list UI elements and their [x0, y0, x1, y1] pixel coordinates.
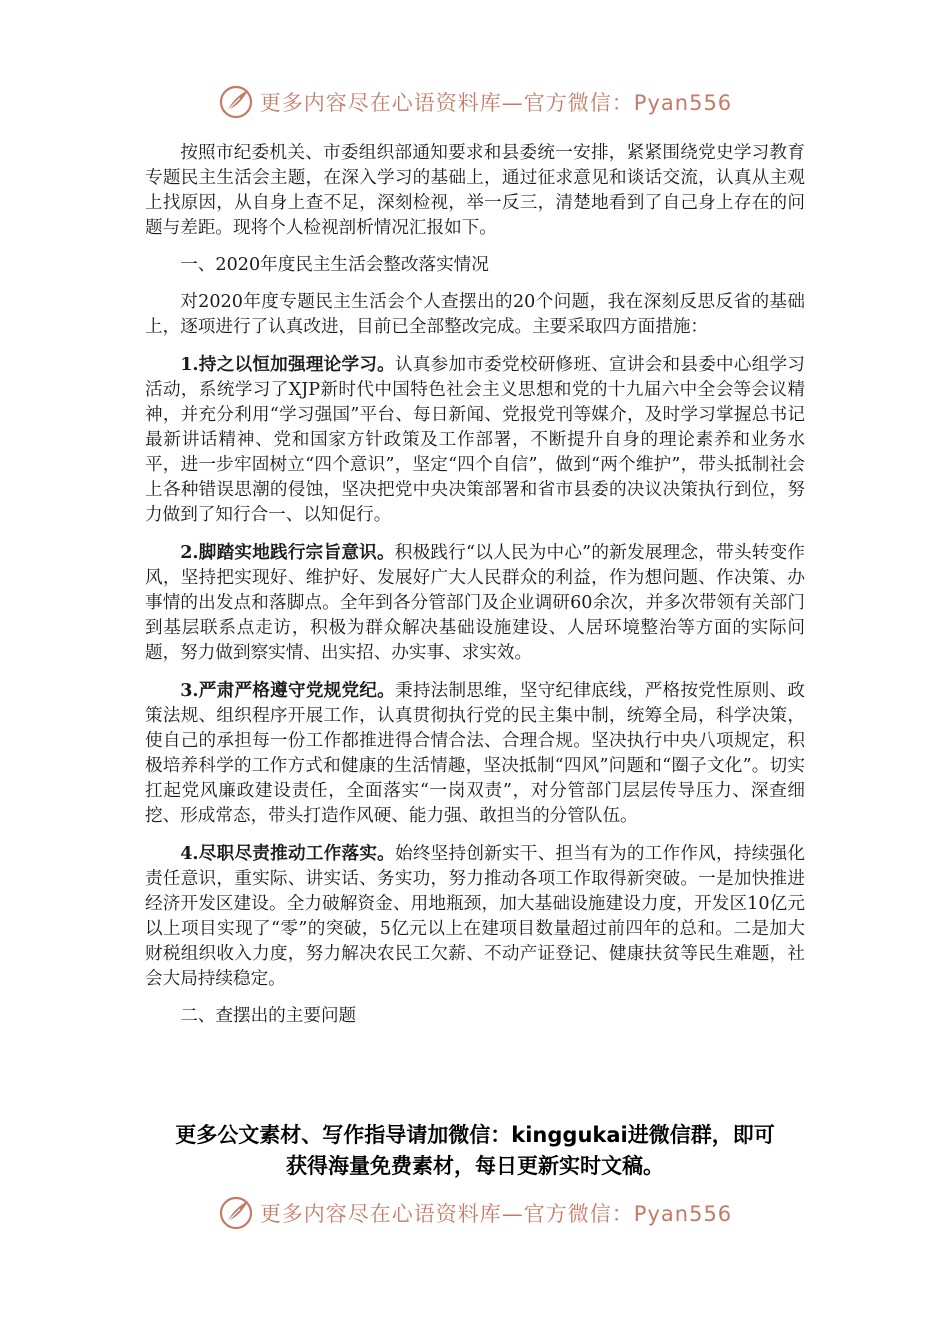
section2-heading: 二、查摆出的主要问题 — [180, 1006, 357, 1026]
document-body — [145, 141, 805, 1029]
section1-intro: 对2020年度专题民主生活会个人查摆出的20个问题，我在深刻反思反省的基础上，逐项进行了认真改进，目前已全部整改完成。主要采取四方面措施： — [145, 292, 805, 337]
measure-item-4 — [145, 841, 805, 992]
promo-text — [0, 1120, 950, 1182]
banner-text: 更多内容尽在心语资料库—官方微信：Pyan556 — [259, 91, 733, 115]
measure-item-4-lead: 4.尽职尽责推动工作落实。 — [180, 843, 395, 864]
measure-item-3-lead: 3.严肃严格遵守党规党纪。 — [180, 680, 395, 701]
measure-item-2-text: 积极践行“以人民为中心”的新发展理念，带头转变作风，坚持把实现好、维护好、发展好广大人民群众的利益，作为想问题、作决策、办事情的出发点和落脚点。全年到各分管部门及企业调研60余次，并多次带领有关部门到基层联系点走访，积极为群众解决基础设施建设、人居环境整治等方面的实际问题，努力做到察实情、出实招、办实事、求实效。 — [145, 543, 805, 663]
measure-item-1-lead: 1.持之以恒加强理论学习。 — [180, 354, 395, 375]
promo-line-1: 更多公文素材、写作指导请加微信：kinggukai进微信群，即可 — [175, 1123, 775, 1147]
measure-item-2 — [145, 540, 805, 666]
intro-paragraph: 按照市纪委机关、市委组织部通知要求和县委统一安排，紧紧围绕党史学习教育专题民主生活会主题，在深入学习的基础上，通过征求意见和谈话交流，认真从主观上找原因，从自身上查不足，深刻检视，举一反三，清楚地看到了自己身上存在的问题与差距。现将个人检视剖析情况汇报如下。 — [145, 143, 805, 238]
quill-pen-logo-icon — [218, 1195, 254, 1231]
banner-text: 更多内容尽在心语资料库—官方微信：Pyan556 — [259, 1202, 733, 1226]
quill-pen-logo-icon — [218, 84, 254, 120]
measure-item-3 — [145, 678, 805, 829]
promo-line-2: 获得海量免费素材，每日更新实时文稿。 — [286, 1154, 664, 1178]
measure-item-4-text: 始终坚持创新实干、担当有为的工作作风，持续强化责任意识，重实际、讲实话、务实功，努力推动各项工作取得新突破。一是加快推进经济开发区建设。全力破解资金、用地瓶颈，加大基础设施建设力度，开发区10亿元以上项目实现了“零”的突破，5亿元以上在建项目数量超过前四年的总和。二是加大财税组织收入力度，努力解决农民工欠薪、不动产证登记、健康扶贫等民生难题，社会大局持续稳定。 — [145, 844, 805, 989]
header-banner — [0, 82, 950, 122]
measure-item-2-lead: 2.脚踏实地践行宗旨意识。 — [180, 542, 395, 563]
footer-banner — [0, 1193, 950, 1233]
measure-item-1 — [145, 352, 805, 528]
measure-item-3-text: 秉持法制思维，坚守纪律底线，严格按党性原则、政策法规、组织程序开展工作，认真贯彻执行党的民主集中制，统筹全局，科学决策，使自己的承担每一份工作都推进得合情合法、合理合规。坚决执行中央八项规定，积极培养科学的工作方式和健康的生活情趣，坚决抵制“四风”问题和“圈子文化”。切实扛起党风廉政建设责任，全面落实“一岗双责”，对分管部门层层传导压力、深查细挖、形成常态，带头打造作风硬、能力强、敢担当的分管队伍。 — [145, 681, 805, 826]
measure-item-1-text: 认真参加市委党校研修班、宣讲会和县委中心组学习活动，系统学习了XJP新时代中国特色社会主义思想和党的十九届六中全会等会议精神，并充分利用“学习强国”平台、每日新闻、党报党刊等媒介，及时学习掌握总书记最新讲话精神、党和国家方针政策及工作部署，不断提升自身的理论素养和业务水平，进一步牢固树立“四个意识”，坚定“四个自信”，做到“两个维护”，带头抵制社会上各种错误思潮的侵蚀，坚决把党中央决策部署和省市县委的决议决策执行到位，努力做到了知行合一、以知促行。 — [145, 355, 805, 525]
section1-heading: 一、2020年度民主生活会整改落实情况 — [180, 255, 489, 275]
